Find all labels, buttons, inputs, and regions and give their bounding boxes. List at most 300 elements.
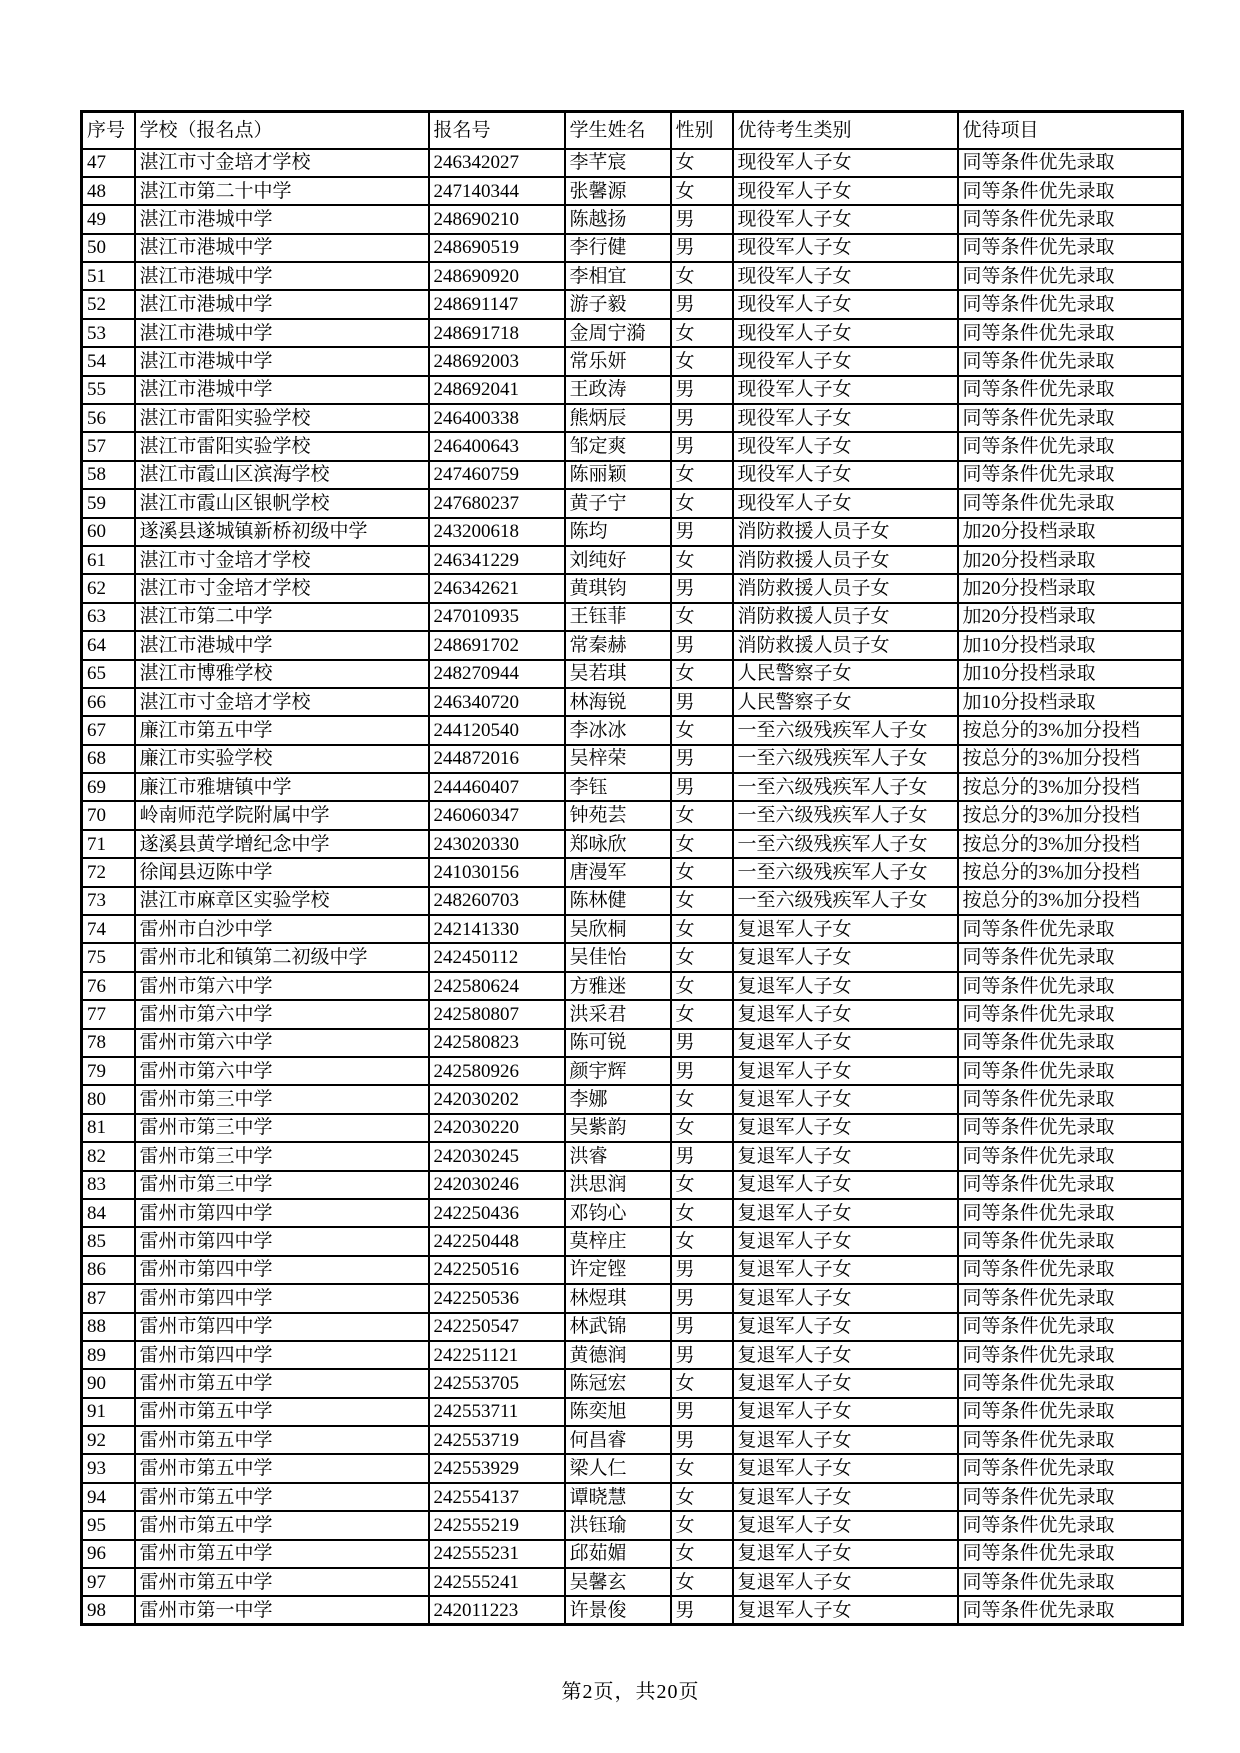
table-row bbox=[82, 1256, 1183, 1284]
cell-student-name: 李娜 bbox=[565, 1085, 671, 1113]
cell-student-name: 常秦赫 bbox=[565, 631, 671, 659]
cell-school: 雷州市第一中学 bbox=[135, 1596, 429, 1624]
cell-preferential-item: 同等条件优先录取 bbox=[958, 1114, 1183, 1142]
cell-registration-no: 242450112 bbox=[429, 943, 565, 971]
cell-gender: 男 bbox=[671, 1313, 733, 1341]
cell-school: 雷州市第五中学 bbox=[135, 1511, 429, 1539]
cell-student-name: 王政涛 bbox=[565, 376, 671, 404]
table-row bbox=[82, 574, 1183, 602]
cell-registration-no: 248691718 bbox=[429, 319, 565, 347]
cell-registration-no: 242554137 bbox=[429, 1483, 565, 1511]
cell-serial: 73 bbox=[82, 887, 135, 915]
cell-registration-no: 242011223 bbox=[429, 1596, 565, 1624]
cell-serial: 64 bbox=[82, 631, 135, 659]
cell-preferential-item: 同等条件优先录取 bbox=[958, 1483, 1183, 1511]
cell-student-name: 吴馨玄 bbox=[565, 1568, 671, 1596]
table-row bbox=[82, 1313, 1183, 1341]
cell-student-name: 熊炳辰 bbox=[565, 404, 671, 432]
cell-category: 现役军人子女 bbox=[733, 347, 958, 375]
cell-registration-no: 247010935 bbox=[429, 603, 565, 631]
cell-gender: 男 bbox=[671, 1142, 733, 1170]
cell-registration-no: 248270944 bbox=[429, 660, 565, 688]
table-row bbox=[82, 347, 1183, 375]
cell-student-name: 陈丽颖 bbox=[565, 461, 671, 489]
cell-registration-no: 247460759 bbox=[429, 461, 565, 489]
cell-preferential-item: 同等条件优先录取 bbox=[958, 972, 1183, 1000]
cell-school: 雷州市第五中学 bbox=[135, 1454, 429, 1482]
cell-registration-no: 244460407 bbox=[429, 773, 565, 801]
cell-preferential-item: 同等条件优先录取 bbox=[958, 1199, 1183, 1227]
cell-student-name: 何昌睿 bbox=[565, 1426, 671, 1454]
cell-gender: 男 bbox=[671, 432, 733, 460]
cell-serial: 60 bbox=[82, 518, 135, 546]
cell-gender: 女 bbox=[671, 1114, 733, 1142]
cell-category: 复退军人子女 bbox=[733, 1369, 958, 1397]
cell-category: 一至六级残疾军人子女 bbox=[733, 773, 958, 801]
cell-category: 复退军人子女 bbox=[733, 1284, 958, 1312]
cell-gender: 女 bbox=[671, 1171, 733, 1199]
cell-serial: 95 bbox=[82, 1511, 135, 1539]
cell-registration-no: 243020330 bbox=[429, 830, 565, 858]
table-row bbox=[82, 432, 1183, 460]
cell-school: 徐闻县迈陈中学 bbox=[135, 858, 429, 886]
cell-school: 遂溪县黄学增纪念中学 bbox=[135, 830, 429, 858]
cell-serial: 68 bbox=[82, 745, 135, 773]
cell-school: 湛江市雷阳实验学校 bbox=[135, 404, 429, 432]
cell-student-name: 洪睿 bbox=[565, 1142, 671, 1170]
cell-school: 湛江市港城中学 bbox=[135, 262, 429, 290]
column-header-gender: 性别 bbox=[671, 112, 733, 149]
cell-gender: 女 bbox=[671, 887, 733, 915]
cell-gender: 男 bbox=[671, 1596, 733, 1624]
table-row bbox=[82, 518, 1183, 546]
cell-gender: 女 bbox=[671, 1369, 733, 1397]
cell-student-name: 邹定爽 bbox=[565, 432, 671, 460]
cell-student-name: 陈越扬 bbox=[565, 205, 671, 233]
cell-preferential-item: 同等条件优先录取 bbox=[958, 1171, 1183, 1199]
cell-serial: 57 bbox=[82, 432, 135, 460]
table-row bbox=[82, 234, 1183, 262]
cell-student-name: 邱茹媚 bbox=[565, 1540, 671, 1568]
table-row bbox=[82, 262, 1183, 290]
cell-school: 雷州市第四中学 bbox=[135, 1199, 429, 1227]
cell-registration-no: 248690210 bbox=[429, 205, 565, 233]
cell-category: 复退军人子女 bbox=[733, 1426, 958, 1454]
table-body bbox=[82, 149, 1183, 1625]
cell-student-name: 李相宜 bbox=[565, 262, 671, 290]
cell-school: 湛江市第二十中学 bbox=[135, 177, 429, 205]
cell-category: 一至六级残疾军人子女 bbox=[733, 887, 958, 915]
cell-registration-no: 243200618 bbox=[429, 518, 565, 546]
cell-category: 复退军人子女 bbox=[733, 1596, 958, 1624]
cell-preferential-item: 同等条件优先录取 bbox=[958, 1085, 1183, 1113]
cell-registration-no: 248691147 bbox=[429, 290, 565, 318]
table-row bbox=[82, 972, 1183, 1000]
cell-registration-no: 247140344 bbox=[429, 177, 565, 205]
cell-registration-no: 242250436 bbox=[429, 1199, 565, 1227]
cell-registration-no: 242580926 bbox=[429, 1057, 565, 1085]
cell-preferential-item: 按总分的3%加分投档 bbox=[958, 801, 1183, 829]
table-row bbox=[82, 1199, 1183, 1227]
column-header-registration-no: 报名号 bbox=[429, 112, 565, 149]
cell-category: 现役军人子女 bbox=[733, 290, 958, 318]
cell-category: 复退军人子女 bbox=[733, 1483, 958, 1511]
table-row bbox=[82, 716, 1183, 744]
cell-preferential-item: 按总分的3%加分投档 bbox=[958, 745, 1183, 773]
cell-gender: 男 bbox=[671, 518, 733, 546]
cell-category: 复退军人子女 bbox=[733, 1199, 958, 1227]
cell-student-name: 吴紫韵 bbox=[565, 1114, 671, 1142]
cell-school: 遂溪县遂城镇新桥初级中学 bbox=[135, 518, 429, 546]
cell-serial: 55 bbox=[82, 376, 135, 404]
cell-registration-no: 244120540 bbox=[429, 716, 565, 744]
cell-category: 复退军人子女 bbox=[733, 1114, 958, 1142]
cell-category: 复退军人子女 bbox=[733, 943, 958, 971]
table-row bbox=[82, 1057, 1183, 1085]
cell-gender: 女 bbox=[671, 1540, 733, 1568]
cell-registration-no: 246342621 bbox=[429, 574, 565, 602]
table-row bbox=[82, 205, 1183, 233]
cell-registration-no: 248692003 bbox=[429, 347, 565, 375]
cell-preferential-item: 同等条件优先录取 bbox=[958, 319, 1183, 347]
cell-serial: 50 bbox=[82, 234, 135, 262]
cell-preferential-item: 加10分投档录取 bbox=[958, 660, 1183, 688]
cell-gender: 男 bbox=[671, 574, 733, 602]
cell-school: 湛江市寸金培才学校 bbox=[135, 149, 429, 177]
cell-student-name: 张馨源 bbox=[565, 177, 671, 205]
cell-gender: 女 bbox=[671, 1511, 733, 1539]
page-number-footer: 第2页，共20页 bbox=[561, 1681, 700, 1703]
cell-serial: 75 bbox=[82, 943, 135, 971]
cell-registration-no: 242555231 bbox=[429, 1540, 565, 1568]
cell-category: 复退军人子女 bbox=[733, 1341, 958, 1369]
cell-registration-no: 246060347 bbox=[429, 801, 565, 829]
cell-serial: 54 bbox=[82, 347, 135, 375]
cell-registration-no: 242555219 bbox=[429, 1511, 565, 1539]
cell-serial: 79 bbox=[82, 1057, 135, 1085]
cell-school: 湛江市港城中学 bbox=[135, 376, 429, 404]
cell-category: 消防救援人员子女 bbox=[733, 574, 958, 602]
column-header-serial: 序号 bbox=[82, 112, 135, 149]
cell-preferential-item: 同等条件优先录取 bbox=[958, 1029, 1183, 1057]
cell-preferential-item: 加20分投档录取 bbox=[958, 603, 1183, 631]
table-row bbox=[82, 1568, 1183, 1596]
cell-serial: 80 bbox=[82, 1085, 135, 1113]
cell-school: 雷州市第五中学 bbox=[135, 1398, 429, 1426]
cell-serial: 59 bbox=[82, 489, 135, 517]
cell-preferential-item: 同等条件优先录取 bbox=[958, 347, 1183, 375]
table-row bbox=[82, 290, 1183, 318]
cell-gender: 男 bbox=[671, 1284, 733, 1312]
table-row bbox=[82, 1540, 1183, 1568]
cell-gender: 女 bbox=[671, 1227, 733, 1255]
cell-student-name: 陈均 bbox=[565, 518, 671, 546]
cell-category: 现役军人子女 bbox=[733, 205, 958, 233]
cell-preferential-item: 同等条件优先录取 bbox=[958, 461, 1183, 489]
cell-preferential-item: 按总分的3%加分投档 bbox=[958, 716, 1183, 744]
cell-category: 复退军人子女 bbox=[733, 1227, 958, 1255]
cell-registration-no: 246400643 bbox=[429, 432, 565, 460]
cell-serial: 98 bbox=[82, 1596, 135, 1624]
cell-school: 湛江市港城中学 bbox=[135, 631, 429, 659]
cell-serial: 51 bbox=[82, 262, 135, 290]
cell-school: 湛江市麻章区实验学校 bbox=[135, 887, 429, 915]
cell-category: 复退军人子女 bbox=[733, 1313, 958, 1341]
cell-serial: 58 bbox=[82, 461, 135, 489]
cell-gender: 女 bbox=[671, 546, 733, 574]
cell-preferential-item: 同等条件优先录取 bbox=[958, 1511, 1183, 1539]
preferential-students-table bbox=[80, 110, 1184, 1626]
cell-school: 雷州市第五中学 bbox=[135, 1568, 429, 1596]
cell-gender: 男 bbox=[671, 290, 733, 318]
cell-preferential-item: 同等条件优先录取 bbox=[958, 376, 1183, 404]
cell-serial: 93 bbox=[82, 1454, 135, 1482]
cell-registration-no: 242580807 bbox=[429, 1000, 565, 1028]
cell-gender: 男 bbox=[671, 1256, 733, 1284]
cell-category: 复退军人子女 bbox=[733, 1000, 958, 1028]
cell-student-name: 林武锦 bbox=[565, 1313, 671, 1341]
cell-school: 雷州市第六中学 bbox=[135, 1000, 429, 1028]
cell-student-name: 颜宇辉 bbox=[565, 1057, 671, 1085]
cell-school: 雷州市第三中学 bbox=[135, 1142, 429, 1170]
cell-school: 雷州市第四中学 bbox=[135, 1284, 429, 1312]
cell-serial: 77 bbox=[82, 1000, 135, 1028]
cell-registration-no: 242580823 bbox=[429, 1029, 565, 1057]
cell-preferential-item: 同等条件优先录取 bbox=[958, 234, 1183, 262]
cell-registration-no: 244872016 bbox=[429, 745, 565, 773]
cell-gender: 男 bbox=[671, 376, 733, 404]
cell-serial: 62 bbox=[82, 574, 135, 602]
cell-serial: 49 bbox=[82, 205, 135, 233]
cell-registration-no: 242250547 bbox=[429, 1313, 565, 1341]
cell-serial: 94 bbox=[82, 1483, 135, 1511]
cell-school: 湛江市港城中学 bbox=[135, 347, 429, 375]
table-row bbox=[82, 177, 1183, 205]
cell-serial: 66 bbox=[82, 688, 135, 716]
cell-category: 现役军人子女 bbox=[733, 404, 958, 432]
cell-school: 雷州市白沙中学 bbox=[135, 915, 429, 943]
cell-school: 湛江市霞山区银帆学校 bbox=[135, 489, 429, 517]
table-row bbox=[82, 1227, 1183, 1255]
cell-category: 复退军人子女 bbox=[733, 1511, 958, 1539]
table-row bbox=[82, 1114, 1183, 1142]
cell-gender: 女 bbox=[671, 830, 733, 858]
table-row bbox=[82, 745, 1183, 773]
cell-school: 雷州市第六中学 bbox=[135, 1057, 429, 1085]
cell-gender: 女 bbox=[671, 1454, 733, 1482]
cell-registration-no: 242030202 bbox=[429, 1085, 565, 1113]
cell-school: 雷州市第四中学 bbox=[135, 1341, 429, 1369]
cell-gender: 男 bbox=[671, 688, 733, 716]
table-row bbox=[82, 1000, 1183, 1028]
cell-student-name: 吴佳怡 bbox=[565, 943, 671, 971]
cell-school: 雷州市第三中学 bbox=[135, 1085, 429, 1113]
cell-serial: 67 bbox=[82, 716, 135, 744]
cell-category: 消防救援人员子女 bbox=[733, 546, 958, 574]
cell-gender: 男 bbox=[671, 234, 733, 262]
cell-school: 雷州市第四中学 bbox=[135, 1313, 429, 1341]
cell-school: 雷州市第五中学 bbox=[135, 1483, 429, 1511]
cell-gender: 女 bbox=[671, 1199, 733, 1227]
cell-gender: 女 bbox=[671, 149, 733, 177]
cell-registration-no: 242141330 bbox=[429, 915, 565, 943]
cell-student-name: 游子毅 bbox=[565, 290, 671, 318]
cell-category: 一至六级残疾军人子女 bbox=[733, 745, 958, 773]
table-row bbox=[82, 943, 1183, 971]
table-row bbox=[82, 489, 1183, 517]
cell-serial: 76 bbox=[82, 972, 135, 1000]
cell-registration-no: 248690920 bbox=[429, 262, 565, 290]
cell-school: 雷州市第五中学 bbox=[135, 1369, 429, 1397]
table-row bbox=[82, 1085, 1183, 1113]
cell-registration-no: 242251121 bbox=[429, 1341, 565, 1369]
table-header-row bbox=[82, 112, 1183, 149]
cell-serial: 81 bbox=[82, 1114, 135, 1142]
cell-student-name: 谭晓慧 bbox=[565, 1483, 671, 1511]
table-row bbox=[82, 1398, 1183, 1426]
cell-student-name: 李芊宸 bbox=[565, 149, 671, 177]
cell-registration-no: 242580624 bbox=[429, 972, 565, 1000]
cell-student-name: 林海锐 bbox=[565, 688, 671, 716]
cell-student-name: 钟苑芸 bbox=[565, 801, 671, 829]
table-row bbox=[82, 1142, 1183, 1170]
cell-gender: 女 bbox=[671, 943, 733, 971]
cell-preferential-item: 同等条件优先录取 bbox=[958, 290, 1183, 318]
cell-school: 雷州市第四中学 bbox=[135, 1227, 429, 1255]
cell-registration-no: 246342027 bbox=[429, 149, 565, 177]
cell-registration-no: 242250536 bbox=[429, 1284, 565, 1312]
cell-student-name: 黄子宁 bbox=[565, 489, 671, 517]
cell-registration-no: 242030220 bbox=[429, 1114, 565, 1142]
table-row bbox=[82, 773, 1183, 801]
cell-school: 雷州市第六中学 bbox=[135, 1029, 429, 1057]
cell-serial: 87 bbox=[82, 1284, 135, 1312]
cell-preferential-item: 同等条件优先录取 bbox=[958, 915, 1183, 943]
cell-category: 人民警察子女 bbox=[733, 688, 958, 716]
cell-preferential-item: 同等条件优先录取 bbox=[958, 1369, 1183, 1397]
cell-student-name: 洪采君 bbox=[565, 1000, 671, 1028]
table-row bbox=[82, 1454, 1183, 1482]
cell-gender: 女 bbox=[671, 319, 733, 347]
cell-category: 现役军人子女 bbox=[733, 262, 958, 290]
cell-registration-no: 242553719 bbox=[429, 1426, 565, 1454]
cell-preferential-item: 同等条件优先录取 bbox=[958, 943, 1183, 971]
cell-student-name: 洪思润 bbox=[565, 1171, 671, 1199]
table-row bbox=[82, 1426, 1183, 1454]
cell-preferential-item: 同等条件优先录取 bbox=[958, 1227, 1183, 1255]
cell-registration-no: 242553705 bbox=[429, 1369, 565, 1397]
cell-student-name: 方雅迷 bbox=[565, 972, 671, 1000]
cell-preferential-item: 加20分投档录取 bbox=[958, 518, 1183, 546]
cell-serial: 97 bbox=[82, 1568, 135, 1596]
cell-student-name: 李钰 bbox=[565, 773, 671, 801]
cell-preferential-item: 同等条件优先录取 bbox=[958, 1568, 1183, 1596]
cell-preferential-item: 同等条件优先录取 bbox=[958, 489, 1183, 517]
cell-preferential-item: 同等条件优先录取 bbox=[958, 432, 1183, 460]
cell-category: 复退军人子女 bbox=[733, 1029, 958, 1057]
cell-category: 复退军人子女 bbox=[733, 1454, 958, 1482]
cell-serial: 69 bbox=[82, 773, 135, 801]
cell-category: 复退军人子女 bbox=[733, 1256, 958, 1284]
cell-student-name: 常乐妍 bbox=[565, 347, 671, 375]
cell-student-name: 唐漫军 bbox=[565, 858, 671, 886]
cell-preferential-item: 同等条件优先录取 bbox=[958, 1284, 1183, 1312]
cell-school: 雷州市第六中学 bbox=[135, 972, 429, 1000]
cell-registration-no: 248260703 bbox=[429, 887, 565, 915]
cell-category: 复退军人子女 bbox=[733, 1057, 958, 1085]
cell-gender: 女 bbox=[671, 489, 733, 517]
cell-serial: 85 bbox=[82, 1227, 135, 1255]
cell-gender: 男 bbox=[671, 205, 733, 233]
cell-category: 复退军人子女 bbox=[733, 1540, 958, 1568]
cell-serial: 91 bbox=[82, 1398, 135, 1426]
cell-student-name: 刘纯好 bbox=[565, 546, 671, 574]
table-row bbox=[82, 660, 1183, 688]
cell-school: 廉江市实验学校 bbox=[135, 745, 429, 773]
cell-school: 岭南师范学院附属中学 bbox=[135, 801, 429, 829]
table-row bbox=[82, 376, 1183, 404]
cell-gender: 女 bbox=[671, 716, 733, 744]
cell-student-name: 黄琪钧 bbox=[565, 574, 671, 602]
cell-serial: 92 bbox=[82, 1426, 135, 1454]
cell-gender: 男 bbox=[671, 1398, 733, 1426]
cell-school: 湛江市霞山区滨海学校 bbox=[135, 461, 429, 489]
cell-school: 湛江市港城中学 bbox=[135, 319, 429, 347]
cell-school: 雷州市第三中学 bbox=[135, 1171, 429, 1199]
table-row bbox=[82, 801, 1183, 829]
cell-student-name: 李冰冰 bbox=[565, 716, 671, 744]
cell-school: 湛江市寸金培才学校 bbox=[135, 546, 429, 574]
cell-school: 雷州市第五中学 bbox=[135, 1540, 429, 1568]
table-row bbox=[82, 1029, 1183, 1057]
cell-gender: 女 bbox=[671, 461, 733, 489]
cell-category: 消防救援人员子女 bbox=[733, 518, 958, 546]
cell-registration-no: 246400338 bbox=[429, 404, 565, 432]
cell-registration-no: 242250516 bbox=[429, 1256, 565, 1284]
table-row bbox=[82, 1511, 1183, 1539]
cell-student-name: 王钰菲 bbox=[565, 603, 671, 631]
cell-student-name: 李行健 bbox=[565, 234, 671, 262]
cell-gender: 女 bbox=[671, 660, 733, 688]
column-header-student-name: 学生姓名 bbox=[565, 112, 671, 149]
cell-serial: 74 bbox=[82, 915, 135, 943]
cell-gender: 女 bbox=[671, 1568, 733, 1596]
cell-category: 一至六级残疾军人子女 bbox=[733, 716, 958, 744]
cell-category: 复退军人子女 bbox=[733, 1142, 958, 1170]
cell-gender: 女 bbox=[671, 1483, 733, 1511]
table-row bbox=[82, 858, 1183, 886]
cell-preferential-item: 同等条件优先录取 bbox=[958, 205, 1183, 233]
cell-student-name: 吴若琪 bbox=[565, 660, 671, 688]
cell-preferential-item: 同等条件优先录取 bbox=[958, 1454, 1183, 1482]
table-row bbox=[82, 887, 1183, 915]
cell-serial: 88 bbox=[82, 1313, 135, 1341]
cell-serial: 52 bbox=[82, 290, 135, 318]
cell-registration-no: 246341229 bbox=[429, 546, 565, 574]
cell-gender: 女 bbox=[671, 858, 733, 886]
cell-preferential-item: 同等条件优先录取 bbox=[958, 1398, 1183, 1426]
cell-gender: 男 bbox=[671, 404, 733, 432]
cell-school: 湛江市港城中学 bbox=[135, 205, 429, 233]
cell-registration-no: 242553929 bbox=[429, 1454, 565, 1482]
cell-serial: 84 bbox=[82, 1199, 135, 1227]
cell-gender: 男 bbox=[671, 745, 733, 773]
cell-serial: 96 bbox=[82, 1540, 135, 1568]
cell-preferential-item: 同等条件优先录取 bbox=[958, 1426, 1183, 1454]
cell-student-name: 郑咏欣 bbox=[565, 830, 671, 858]
cell-school: 湛江市第二中学 bbox=[135, 603, 429, 631]
cell-preferential-item: 同等条件优先录取 bbox=[958, 1057, 1183, 1085]
